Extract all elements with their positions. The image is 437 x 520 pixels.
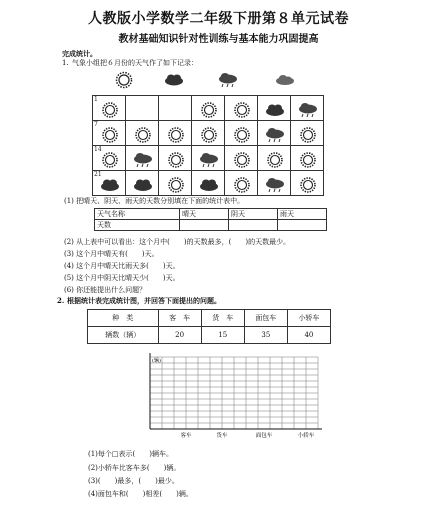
- sun-icon: [297, 127, 319, 143]
- answer-cell[interactable]: [180, 220, 229, 231]
- sun-icon: [198, 127, 220, 143]
- sun-icon: [231, 177, 253, 193]
- weather-cell: [159, 96, 192, 121]
- weather-cell: [93, 146, 126, 171]
- question-line: (2)小轿车比客车多( )辆。: [88, 464, 181, 472]
- page-title: 人教版小学数学二年级下册第８单元试卷: [88, 11, 349, 27]
- cloud-icon: [264, 102, 286, 118]
- part2-line: (3) 这个月中晴天有( )天。: [64, 250, 159, 258]
- weather-cell: [93, 121, 126, 146]
- cloud-icon: [276, 75, 294, 85]
- x-tick-label: 面包车: [255, 433, 273, 439]
- weather-cell: [192, 96, 225, 121]
- weather-cell: [192, 146, 225, 171]
- x-tick-label: 货车: [216, 433, 228, 439]
- sun-icon: [297, 152, 319, 168]
- table-header: 面包车: [244, 310, 287, 327]
- rain-icon: [297, 102, 319, 118]
- weather-cell: [192, 121, 225, 146]
- weather-cell: [291, 171, 324, 196]
- table-header: 客 车: [158, 310, 201, 327]
- weather-cell: [225, 146, 258, 171]
- table-cell: 20: [158, 327, 201, 344]
- answer-cell[interactable]: [229, 220, 278, 231]
- table-header: 小轿车: [287, 310, 330, 327]
- cloud-icon: [132, 177, 154, 193]
- weather-cell: [159, 146, 192, 171]
- weather-cell: [258, 96, 291, 121]
- rain-icon: [264, 127, 286, 143]
- part2-line: (5) 这个月中阴天比晴天少( )天。: [64, 274, 180, 282]
- table-header: 雨天: [278, 209, 327, 220]
- rain-icon: [198, 152, 220, 168]
- sun-icon: [231, 152, 253, 168]
- weather-cell: [159, 171, 192, 196]
- table-header: 天气名称: [95, 209, 180, 220]
- table-cell: 40: [287, 327, 330, 344]
- row-label: 天数: [95, 220, 180, 231]
- weather-cell: [192, 171, 225, 196]
- table-header: 货 车: [201, 310, 244, 327]
- weather-cell: [225, 171, 258, 196]
- vehicle-table: [87, 309, 331, 344]
- sun-icon: [165, 152, 187, 168]
- table-header: 种 类: [88, 310, 159, 327]
- table-cell: 35: [244, 327, 287, 344]
- sun-icon: [165, 177, 187, 193]
- table-row: [93, 146, 324, 171]
- section-heading: 完成统计。: [62, 49, 97, 58]
- weather-cell: [159, 121, 192, 146]
- sun-icon: [231, 102, 253, 118]
- day-number: 1: [94, 96, 98, 103]
- table-header: 阴天: [229, 209, 278, 220]
- day-number: 21: [94, 171, 102, 178]
- rain-icon: [264, 177, 286, 193]
- page-subtitle: 教材基础知识针对性训练与基本能力巩固提高: [118, 34, 319, 45]
- day-number: 14: [94, 146, 102, 153]
- sun-icon: [231, 127, 253, 143]
- question-text: 气象小组把６月份的天气作了如下记录：: [72, 59, 198, 67]
- question-number: 1.: [62, 59, 69, 67]
- weather-cell: [291, 96, 324, 121]
- question-line: (3)( )最多，( )最少。: [88, 477, 179, 485]
- weather-cell: [291, 146, 324, 171]
- rain-icon: [219, 73, 237, 87]
- table-row: [93, 121, 324, 146]
- question-text: 根据统计表完成统计图，并回答下面提出的问题。: [67, 296, 221, 305]
- weather-count-table: [94, 208, 327, 231]
- y-axis-label: (辆): [152, 358, 161, 364]
- weather-cell: [225, 96, 258, 121]
- cloud-icon: [165, 75, 183, 86]
- cloud-icon: [99, 177, 121, 193]
- table-cell: 15: [201, 327, 244, 344]
- table-row: [93, 96, 324, 121]
- sun-icon: [117, 73, 132, 88]
- sun-icon: [99, 127, 121, 143]
- weather-cell: [126, 121, 159, 146]
- weather-cell: [258, 146, 291, 171]
- weather-legend: [110, 71, 310, 91]
- part1-text: (1) 把晴天、阴天、雨天的天数分别填在下面的统计表中。: [64, 197, 245, 205]
- question-number: 2.: [57, 296, 65, 305]
- bar-chart-grid[interactable]: [138, 352, 323, 442]
- answer-cell[interactable]: [278, 220, 327, 231]
- weather-cell: [258, 121, 291, 146]
- x-tick-label: 小轿车: [297, 433, 315, 439]
- row-label: 辆数（辆）: [88, 327, 159, 344]
- sun-icon: [264, 152, 286, 168]
- question-line: (1)每个□表示( )辆车。: [88, 450, 173, 458]
- weather-cell: [126, 171, 159, 196]
- sun-icon: [198, 102, 220, 118]
- cloud-icon: [198, 177, 220, 193]
- sun-icon: [99, 102, 121, 118]
- weather-cell: [225, 121, 258, 146]
- weather-cell: [291, 121, 324, 146]
- weather-cell: [126, 146, 159, 171]
- part2-line: (2) 从上表中可以看出：这个月中( )的天数最多，( )的天数最少。: [64, 238, 291, 246]
- weather-cell: [93, 96, 126, 121]
- sun-icon: [132, 127, 154, 143]
- sun-icon: [99, 152, 121, 168]
- weather-cell: [126, 96, 159, 121]
- part2-line: (4) 这个月中晴天比雨天多( )天。: [64, 262, 180, 270]
- table-row: [93, 171, 324, 196]
- day-number: 7: [94, 121, 98, 128]
- x-tick-label: 客车: [180, 433, 192, 439]
- weather-cell: [258, 171, 291, 196]
- rain-icon: [132, 152, 154, 168]
- sun-icon: [165, 127, 187, 143]
- weather-grid: [92, 95, 324, 196]
- part2-line: (6) 你还能提出什么问题？: [64, 286, 147, 294]
- sun-icon: [297, 177, 319, 193]
- weather-cell: [93, 171, 126, 196]
- question-line: (4)面包车和( )相差( )辆。: [88, 490, 193, 498]
- table-header: 晴天: [180, 209, 229, 220]
